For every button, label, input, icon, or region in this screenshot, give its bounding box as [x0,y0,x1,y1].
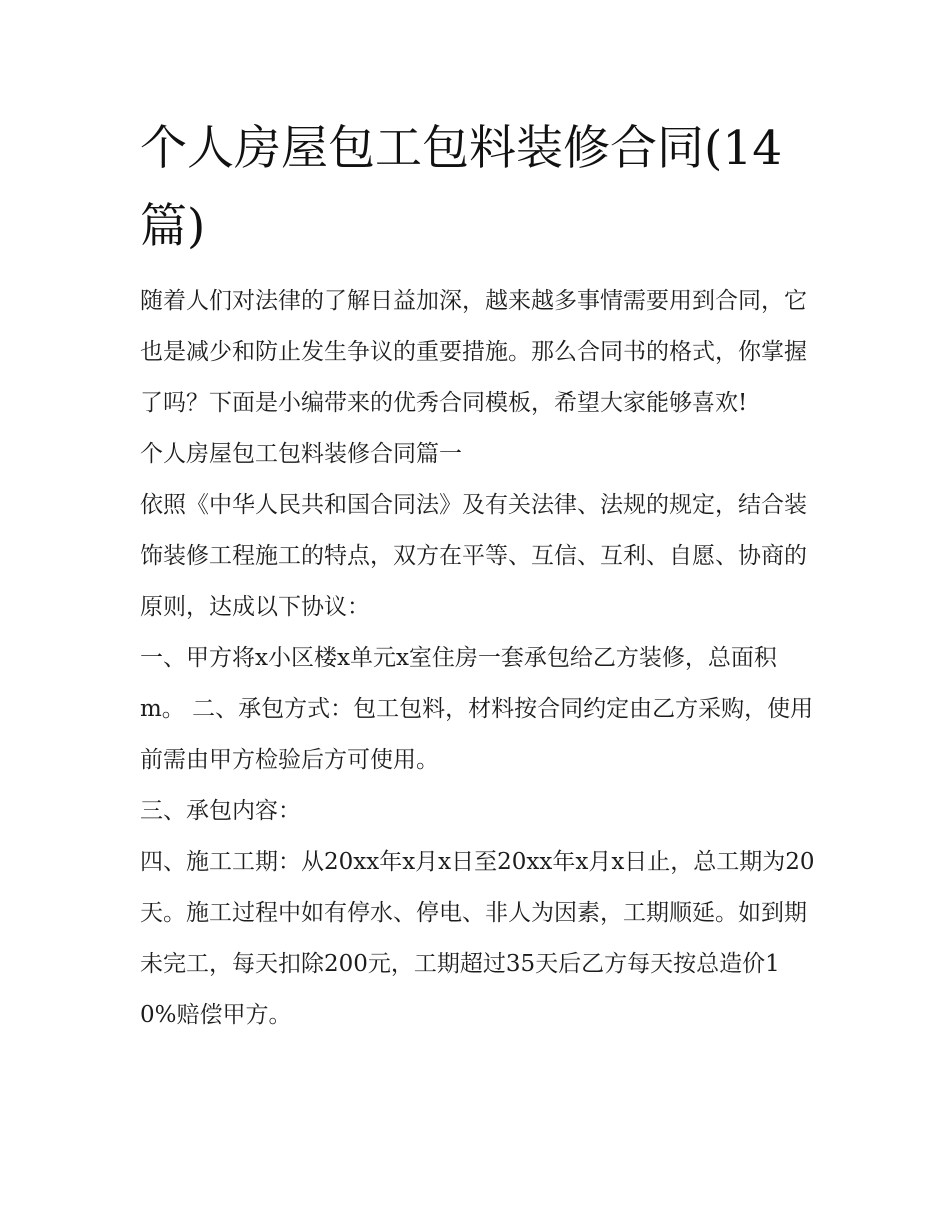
clause-paragraph: 四、施工工期：从20xx年x月x日至20xx年x月x日止，总工期为20天。施工过程中如有停水、停电、非人为因素，工期顺延。如到期未完工，每天扣除200元，工期超过35天后乙方每天按总造价10%赔偿甲方。 [140,849,815,1028]
body-paragraph: 依照《中华人民共和国合同法》及有关法律、法规的规定，结合装饰装修工程施工的特点，双方在平等、互信、互利、自愿、协商的原则，达成以下协议： [140,492,807,620]
section-heading: 个人房屋包工包料装修合同篇一 [140,441,462,467]
clause-paragraph: 三、承包内容： [140,798,301,824]
clause-paragraph: 一、甲方将x小区楼x单元x室住房一套承包给乙方装修，总面积m。 二、承包方式：包工包料，材料按合同约定由乙方采购，使用前需由甲方检验后方可使用。 [140,645,814,773]
document-title: 个人房屋包工包料装修合同(14篇) [140,121,783,254]
intro-paragraph: 随着人们对法律的了解日益加深，越来越多事情需要用到合同，它也是减少和防止发生争议的重要措施。那么合同书的格式，你掌握了吗？下面是小编带来的优秀合同模板，希望大家能够喜欢! [140,288,807,416]
document-body [140,276,815,1041]
